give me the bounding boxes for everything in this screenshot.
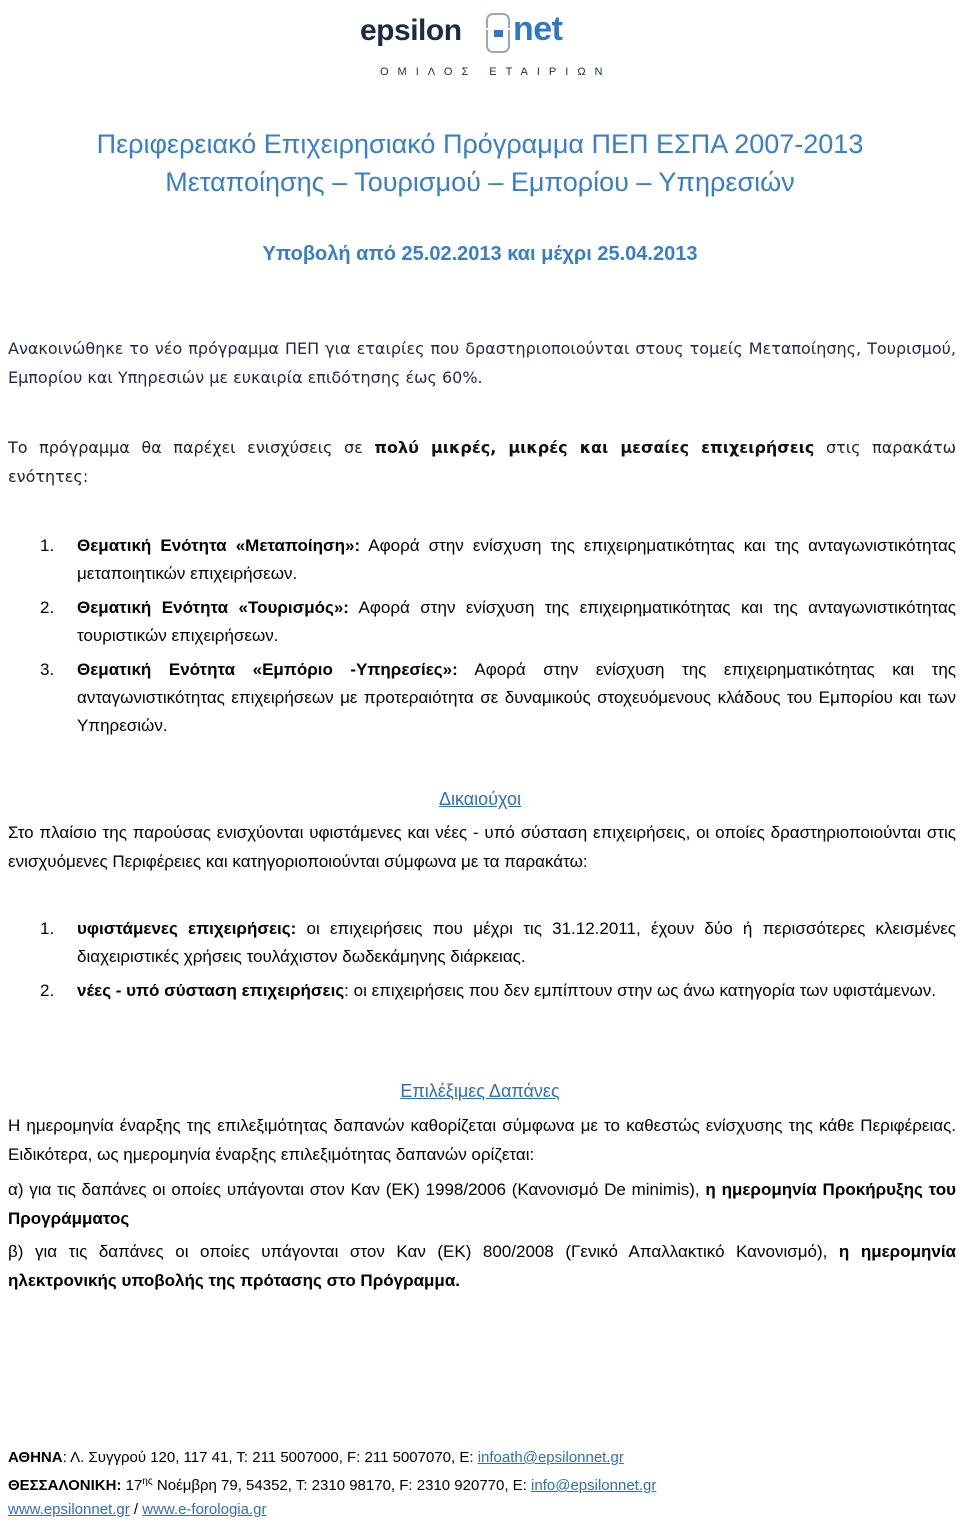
item-text: Αφορά στην ενίσχυση της επιχειρηματικότητας και της ανταγωνιστικότητας επιχειρήσεων με προτεραιότητα σε δυναμικούς στοχευόμενους κλάδους του Εμπορίου και των Υπηρεσιών. [77, 660, 957, 735]
expenses-b-bold: η ημερομηνία ηλεκτρονικής υποβολής της πρότασης στο Πρόγραμμα. [8, 1242, 956, 1290]
thessaloniki-label: ΘΕΣΣΑΛΟΝΙΚΗ: [8, 1477, 122, 1494]
list-item [0, 532, 956, 588]
logo-word-epsilon: epsilon [360, 14, 462, 47]
item-text: Αφορά στην ενίσχυση της επιχειρηματικότητας και της ανταγωνιστικότητας μεταποιητικών επιχειρήσεων. [77, 536, 956, 583]
beneficiaries-heading: Δικαιούχοι [438, 789, 522, 809]
submission-period: Υποβολή από 25.02.2013 και μέχρι 25.04.2013 [262, 243, 698, 265]
expenses-b-text: β) για τις δαπάνες οι οποίες υπάγονται στον Καν (ΕΚ) 800/2008 (Γενικό Απαλλακτικό Κανονισμό), [8, 1242, 839, 1261]
expenses-text-b: Ειδικότερα, ως ημερομηνία έναρξης επιλεξιμότητας δαπανών ορίζεται: [8, 1145, 535, 1164]
item-number: 1. [40, 919, 55, 938]
footer-websites [8, 1498, 656, 1522]
item-title: Θεματική Ενότητα «Εμπόριο -Υπηρεσίες»: [77, 660, 458, 679]
logo-subtitle: ΟΜΙΛΟΣ ΕΤΑΙΡΙΩΝ [380, 66, 612, 78]
title-line-1: Περιφερειακό Επιχειρησιακό Πρόγραμμα ΠΕΠ ΕΣΠΑ 2007-2013 [96, 129, 864, 159]
ordinal-suffix: ης [142, 1476, 153, 1487]
intro-paragraph: Ανακοινώθηκε το νέο πρόγραμμα ΠΕΠ για εταιρίες που δραστηριοποιούνται στους τομείς Μεταποίησης, Τουρισμού, Εμπορίου και Υπηρεσιών με ευκαιρία επιδότησης έως 60%. [8, 339, 956, 387]
thessaloniki-email-link[interactable]: info@epsilonnet.gr [531, 1477, 657, 1494]
expenses-a-text: α) για τις δαπάνες οι οποίες υπάγονται στον Καν (ΕΚ) 1998/2006 (Κανονισμό De minimis), [8, 1180, 706, 1199]
expenses-paragraph-3 [8, 1237, 956, 1295]
list-item [0, 594, 956, 650]
expenses-paragraph-1 [8, 1111, 956, 1169]
footer-thessaloniki [8, 1470, 656, 1498]
thessaloniki-address-a: 17 [121, 1477, 143, 1494]
expenses-heading: Επιλέξιμες Δαπάνες [400, 1081, 560, 1101]
website-link-epsilonnet[interactable]: www.epsilonnet.gr [8, 1501, 130, 1518]
thessaloniki-address-b: Νοέμβρη 79, 54352, Τ: 2310 98170, F: 2310 920770, E: [152, 1477, 532, 1494]
lead-text-end: στις παρακάτω ενότητες: [8, 438, 957, 486]
lead-bold: πολύ μικρές, μικρές και μεσαίες επιχειρήσεις [374, 438, 815, 457]
item-title: νέες - υπό σύσταση επιχειρήσεις [77, 981, 345, 1000]
item-title: Θεματική Ενότητα «Τουρισμός»: [77, 598, 349, 617]
website-link-eforologia[interactable]: www.e-forologia.gr [142, 1501, 267, 1518]
item-number: 2. [40, 598, 55, 617]
title-line-2: Μεταποίησης – Τουρισμού – Εμπορίου – Υπηρεσιών [165, 167, 795, 197]
lead-text: Το πρόγραμμα θα παρέχει ενισχύσεις σε [8, 438, 375, 457]
themes-list [0, 532, 956, 746]
item-number: 1. [40, 536, 55, 555]
item-title: Θεματική Ενότητα «Μεταποίηση»: [77, 536, 361, 555]
logo-word-net: net [513, 10, 563, 48]
expenses-a-bold: η ημερομηνία Προκήρυξης του Προγράμματος [8, 1180, 956, 1228]
item-number: 3. [40, 660, 55, 679]
beneficiaries-paragraph: Στο πλαίσιο της παρούσας ενισχύονται υφιστάμενες και νέες - υπό σύσταση επιχειρήσεις, οι οποίες δραστηριοποιούνται στις ενισχυόμενες Περιφέρειες και κατηγοριοποιούνται σύμφωνα με τα παρακάτω: [8, 823, 956, 871]
athens-email-link[interactable]: infoath@epsilonnet.gr [477, 1449, 624, 1466]
item-title: υφιστάμενες επιχειρήσεις: [77, 919, 297, 938]
lead-paragraph [8, 433, 956, 491]
item-number: 2. [40, 981, 55, 1000]
item-text: Αφορά στην ενίσχυση της επιχειρηματικότητας και της ανταγωνιστικότητας τουριστικών επιχειρήσεων. [77, 598, 956, 645]
list-item [0, 977, 956, 1005]
list-item [0, 656, 956, 740]
footer-contacts [8, 1446, 656, 1522]
athens-label: ΑΘΗΝΑ [8, 1449, 63, 1466]
website-separator: / [129, 1501, 143, 1518]
expenses-paragraph-2 [8, 1175, 956, 1233]
item-text: οι επιχειρήσεις που μέχρι τις 31.12.2011, έχουν δύο ή περισσότερες κλεισμένες διαχειριστικές χρήσεις τουλάχιστον δωδεκάμηνης διάρκειας. [77, 919, 956, 966]
item-text: : οι επιχειρήσεις που δεν εμπίπτουν στην ως άνω κατηγορία των υφιστάμενων. [344, 981, 936, 1000]
company-logo [358, 6, 612, 84]
footer-athens [8, 1446, 656, 1470]
list-item [0, 915, 956, 971]
beneficiaries-list [0, 915, 956, 1011]
logo-mark-icon [483, 12, 513, 54]
expenses-text-a: Η ημερομηνία έναρξης της επιλεξιμότητας δαπανών καθορίζεται σύμφωνα με το καθεστώς ενίσχυσης της κάθε Περιφέρειας. [8, 1116, 956, 1135]
athens-address: : Λ. Συγγρού 120, 117 41, Τ: 211 5007000, F: 211 5007070, E: [62, 1449, 478, 1466]
